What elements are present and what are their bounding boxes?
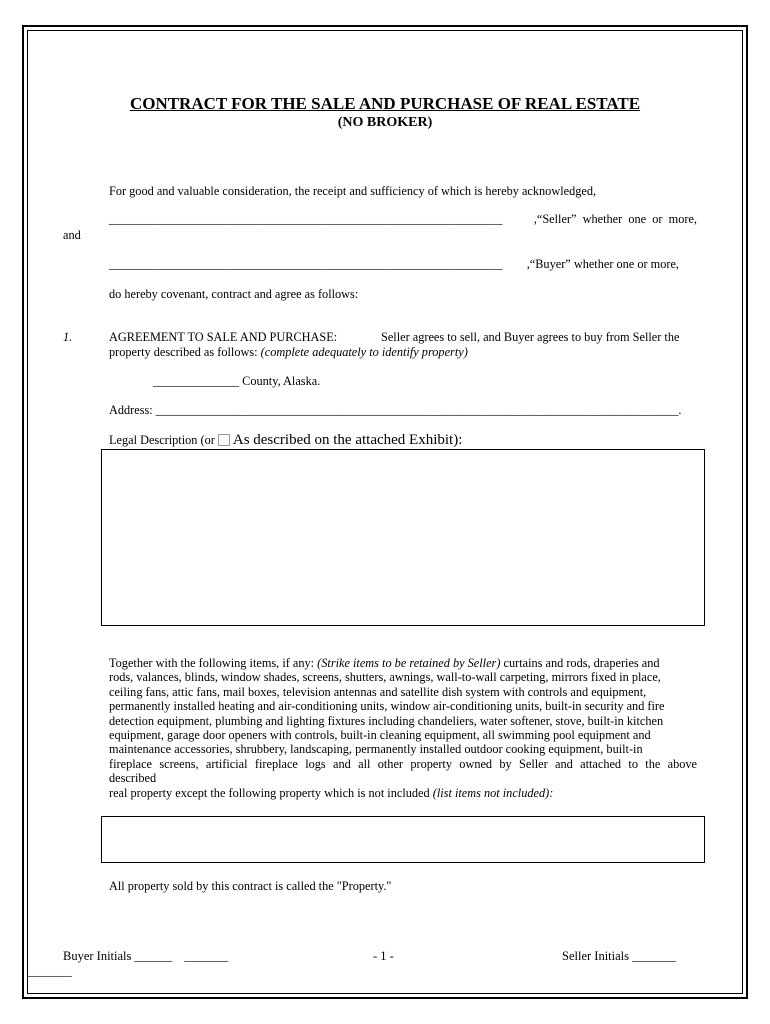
section-text-a: Seller agrees to sell, and Buyer agrees to buy from Seller the [381,330,680,344]
section-heading: AGREEMENT TO SALE AND PURCHASE: [109,330,338,344]
items-line-3: permanently installed heating and air-conditioning units, window air-conditioning units, built-in security and fire [109,699,665,714]
buyer-name-field[interactable]: ________________________________________________________________ [109,257,503,271]
section-number: 1. [63,330,73,344]
county-field[interactable]: ______________ [153,374,240,388]
seller-line [109,212,697,227]
page-number: - 1 - [373,949,394,963]
buyer-initials [63,949,228,964]
and-label: and [63,228,81,242]
excluded-items-box[interactable] [101,816,705,863]
seller-initials [562,949,676,964]
seller-initials-label: Seller Initials [562,949,629,963]
seller-initials-field-1[interactable]: _______ [632,949,676,963]
address-label: Address: [109,403,153,417]
buyer-line [109,257,679,272]
legal-description-line [109,432,462,449]
legal-description-box[interactable] [101,449,705,626]
items-line-6: maintenance accessories, shrubbery, landscaping, permanently installed outdoor cooking equipment, built-in [109,742,643,757]
legal-exhibit-text: As described on the attached Exhibit): [232,432,463,448]
buyer-initials-label: Buyer Initials [63,949,132,963]
address-line [109,403,682,418]
included-items-paragraph [109,656,697,800]
seller-initials-field-2[interactable]: _______ [28,964,72,978]
exhibit-checkbox[interactable] [218,434,230,446]
excluded-intro-line: real property except the following property which is not included (list items not included): [109,785,554,800]
county-line [153,374,320,389]
items-line-7: fireplace screens, artificial fireplace logs and all other property owned by Seller and attached to the above [109,756,697,771]
seller-name-field[interactable]: ________________________________________________________________ [109,212,503,226]
seller-label: ,“Seller” whether one or more, [533,212,697,226]
section-text-b: property described as follows: (complete adequately to identify property) [109,345,468,359]
items-line-5: equipment, garage door openers with controls, built-in cleaning equipment, all swimming pool equipment and [109,728,651,743]
consideration-text: For good and valuable consideration, the receipt and sufficiency of which is hereby acknowledged, [109,184,597,198]
items-line-0: Together with the following items, if any: (Strike items to be retained by Seller) curtains and rods, draperies and [109,656,660,670]
legal-label: Legal Description (or [109,433,215,447]
document-title: CONTRACT FOR THE SALE AND PURCHASE OF REAL ESTATE [129,94,641,113]
buyer-label: ,“Buyer” whether one or more, [526,257,679,271]
items-line-2: ceiling fans, attic fans, mail boxes, television antennas and satellite dish system with controls and equipment, [109,684,647,699]
buyer-initials-field-2[interactable]: _______ [184,949,229,963]
property-definition: All property sold by this contract is called the "Property." [109,879,392,893]
items-line-8: described [109,771,157,786]
buyer-initials-field-1[interactable]: ______ [134,949,173,963]
document-subtitle: (NO BROKER) [337,115,433,130]
items-line-4: detection equipment, plumbing and lighting fixtures including chandeliers, water softener, stove, built-in kitchen [109,713,664,728]
items-line-1: rods, valances, blinds, window shades, screens, shutters, awnings, wall-to-wall carpeting, mirrors fixed in place, [109,670,661,685]
section-text-b-italic: (complete adequately to identify property) [260,345,468,359]
covenant-text: do hereby covenant, contract and agree as follows: [109,287,359,301]
county-label: County, Alaska. [242,374,321,388]
address-field[interactable]: _____________________________________________________________________________________. [155,403,682,417]
